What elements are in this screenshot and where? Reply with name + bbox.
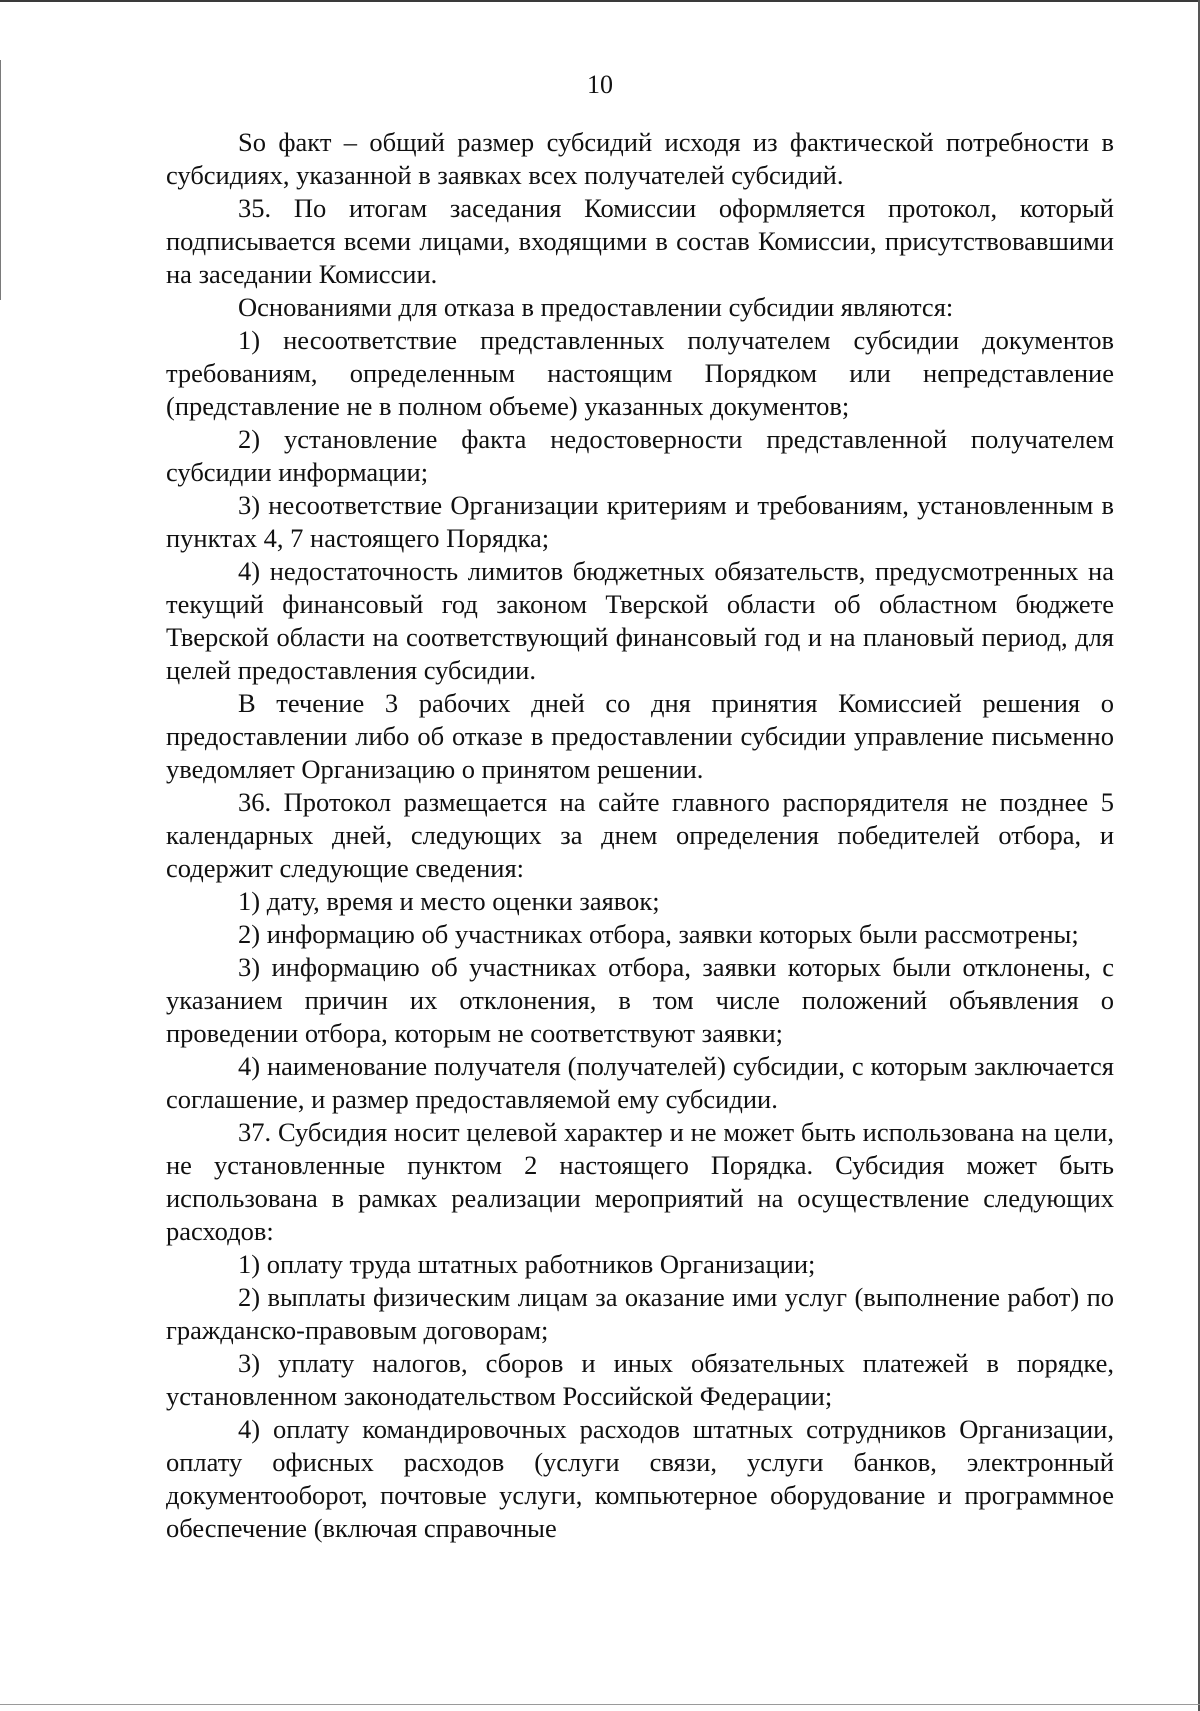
list-item-protocol-3: 3) информацию об участниках отбора, заявки которых были отклонены, с указанием причин их отклонения, в том числе положений объявления о проведении отбора, которым не соответствуют заявки; xyxy=(166,952,1114,1048)
list-item-expense-1: 1) оплату труда штатных работников Организации; xyxy=(238,1249,816,1279)
list-item-refusal-3: 3) несоответствие Организации критериям и требованиям, установленным в пунктах 4, 7 настоящего Порядка; xyxy=(166,490,1114,553)
list-item-expense-2: 2) выплаты физическим лицам за оказание ими услуг (выполнение работ) по гражданско-правовым договорам; xyxy=(166,1282,1114,1345)
list-item-refusal-1: 1) несоответствие представленных получателем субсидии документов требованиям, определенным настоящим Порядком или непредставление (представление не в полном объеме) указанных документов; xyxy=(166,325,1114,421)
list-item-protocol-2: 2) информацию об участниках отбора, заявки которых были рассмотрены; xyxy=(238,919,1079,949)
paragraph-36: 36. Протокол размещается на сайте главного распорядителя не позднее 5 календарных дней, следующих за днем определения победителей отбора, и содержит следующие сведения: xyxy=(166,787,1114,883)
list-item-refusal-4: 4) недостаточность лимитов бюджетных обязательств, предусмотренных на текущий финансовый год законом Тверской области об областном бюджете Тверской области на соответствующий финансовый год и на плановый период, для целей предоставления субсидии. xyxy=(166,556,1114,685)
list-item-refusal-2: 2) установление факта недостоверности представленной получателем субсидии информации; xyxy=(166,424,1114,487)
page-number: 10 xyxy=(587,70,613,99)
scan-edge-top xyxy=(0,0,1200,2)
paragraph-refusal-grounds: Основаниями для отказа в предоставлении субсидии являются: xyxy=(238,292,954,322)
list-item-expense-4: 4) оплату командировочных расходов штатных сотрудников Организации, оплату офисных расходов (услуги связи, услуги банков, электронный документооборот, почтовые услуги, компьютерное оборудование и программное обеспечение (включая справочные xyxy=(166,1414,1114,1543)
paragraph-37: 37. Субсидия носит целевой характер и не может быть использована на цели, не установленные пунктом 2 настоящего Порядка. Субсидия может быть использована в рамках реализации мероприятий на осуществление следующих расходов: xyxy=(166,1117,1114,1246)
list-item-expense-3: 3) уплату налогов, сборов и иных обязательных платежей в порядке, установленном законодательством Российской Федерации; xyxy=(166,1348,1114,1411)
list-item-protocol-4: 4) наименование получателя (получателей) субсидии, с которым заключается соглашение, и размер предоставляемой ему субсидии. xyxy=(166,1051,1114,1114)
paragraph-so-fact: So факт – общий размер субсидий исходя из фактической потребности в субсидиях, указанной в заявках всех получателей субсидий. xyxy=(166,127,1114,190)
scan-edge-bottom xyxy=(0,1704,1200,1705)
paragraph-35: 35. По итогам заседания Комиссии оформляется протокол, который подписывается всеми лицами, входящими в состав Комиссии, присутствовавшими на заседании Комиссии. xyxy=(166,193,1114,289)
paragraph-notification: В течение 3 рабочих дней со дня принятия Комиссией решения о предоставлении либо об отказе в предоставлении субсидии управление письменно уведомляет Организацию о принятом решении. xyxy=(166,688,1114,784)
document-body xyxy=(166,126,1114,1545)
list-item-protocol-1: 1) дату, время и место оценки заявок; xyxy=(238,886,660,916)
